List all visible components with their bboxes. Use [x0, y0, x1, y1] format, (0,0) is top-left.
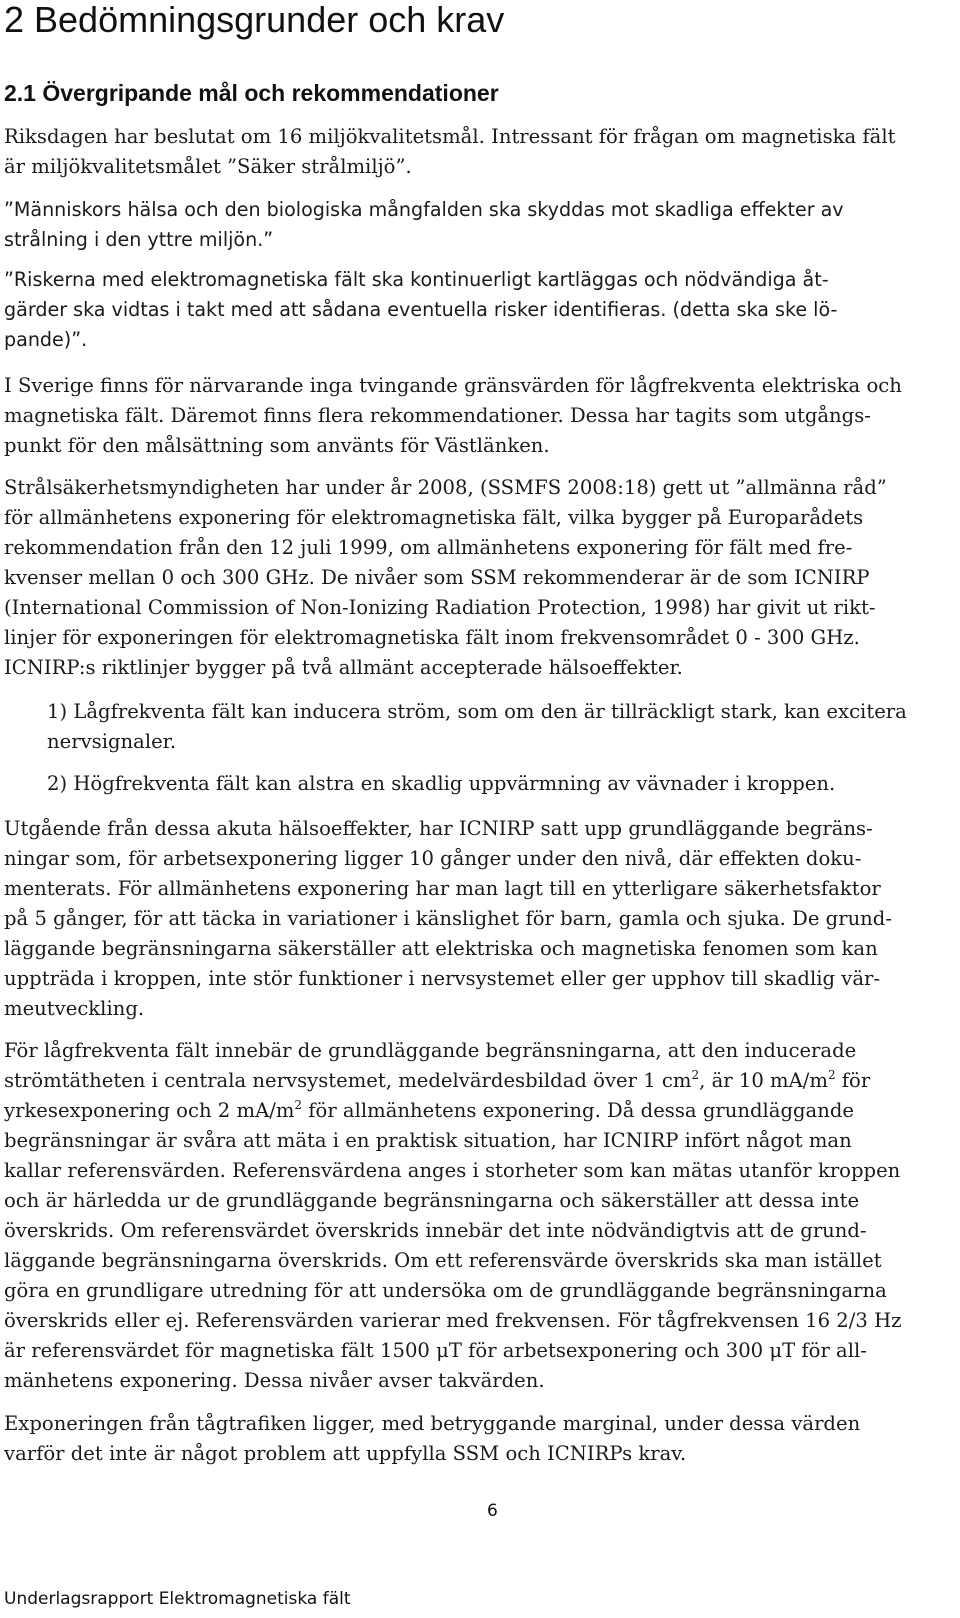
- text-segment: strömtätheten i centrala nervsystemet, medelvärdesbildad över 1 cm: [4, 1069, 692, 1092]
- text-line: 1) Lågfrekventa fält kan inducera ström, som om den är tillräckligt stark, kan excitera: [47, 700, 907, 723]
- text-line: är referensvärdet för magnetiska fält 1500 μT för arbetsexponering och 300 μT för all-: [4, 1339, 867, 1362]
- text-line: ningar som, för arbetsexponering ligger 10 gånger under den nivå, där effekten doku-: [4, 847, 862, 870]
- text-line: Strålsäkerhetsmyndigheten har under år 2008, (SSMFS 2008:18) gett ut ”allmänna råd”: [4, 476, 887, 499]
- text-line: ICNIRP:s riktlinjer bygger på två allmänt accepterade hälsoeffekter.: [4, 656, 683, 679]
- text-segment: , är 10 mA/m: [699, 1069, 828, 1092]
- text-line: uppträda i kroppen, inte stör funktioner i nervsystemet eller ger upphov till skadlig vär-: [4, 967, 881, 990]
- text-line: [4, 1096, 934, 1126]
- text-line: För lågfrekventa fält innebär de grundläggande begränsningarna, att den inducerade: [4, 1039, 857, 1062]
- text-line: överskrids. Om referensvärdet överskrids innebär det inte nödvändigtvis att de grund-: [4, 1219, 867, 1242]
- text-line: för allmänhetens exponering för elektromagnetiska fält, vilka bygger på Europarådets: [4, 506, 864, 529]
- text-line: strålning i den yttre miljön.”: [4, 228, 274, 251]
- list-item-lagfrekventa: [47, 697, 934, 757]
- text-line: kvenser mellan 0 och 300 GHz. De nivåer som SSM rekommenderar är de som ICNIRP: [4, 566, 870, 589]
- text-segment: för: [835, 1069, 871, 1092]
- text-line: läggande begränsningarna överskrids. Om ett referensvärde överskrids ska man istället: [4, 1249, 882, 1272]
- quote-paragraph-halsa: [4, 195, 934, 255]
- text-line: Exponeringen från tågtrafiken ligger, med betryggande marginal, under dessa värden: [4, 1412, 861, 1435]
- text-line: (International Commission of Non-Ionizing Radiation Protection, 1998) har givit ut rikt-: [4, 596, 876, 619]
- superscript: 2: [691, 1068, 700, 1082]
- text-line: Utgående från dessa akuta hälsoeffekter, har ICNIRP satt upp grundläggande begräns-: [4, 817, 873, 840]
- superscript: 2: [827, 1068, 836, 1082]
- text-line: rekommendation från den 12 juli 1999, om allmänhetens exponering för fält med fre-: [4, 536, 853, 559]
- text-line: varför det inte är något problem att uppfylla SSM och ICNIRPs krav.: [4, 1442, 687, 1465]
- quote-paragraph-risker: [4, 265, 934, 355]
- section-heading: 2 Bedömningsgrunder och krav: [4, 0, 505, 40]
- text-line: magnetiska fält. Däremot finns flera rekommendationer. Dessa har tagits som utgångs-: [4, 404, 871, 427]
- page-number: 6: [487, 1501, 498, 1521]
- text-line: ”Riskerna med elektromagnetiska fält ska kontinuerligt kartläggas och nödvändiga åt-: [4, 268, 829, 291]
- text-line: meutveckling.: [4, 997, 145, 1020]
- text-line: kallar referensvärden. Referensvärdena anges i storheter som kan mätas utanför kroppen: [4, 1159, 901, 1182]
- text-line: linjer för exponeringen för elektromagnetiska fält inom frekvensområdet 0 - 300 GHz.: [4, 626, 860, 649]
- list-item-hogfrekventa: [47, 769, 934, 799]
- text-line: menterats. För allmänhetens exponering har man lagt till en ytterligare säkerhetsfaktor: [4, 877, 881, 900]
- text-line: är miljökvalitetsmålet ”Säker strålmiljö”.: [4, 155, 412, 178]
- text-line: överskrids eller ej. Referensvärden varierar med frekvensen. För tågfrekvensen 16 2/3 Hz: [4, 1309, 902, 1332]
- text-line: ”Människors hälsa och den biologiska mångfalden ska skyddas mot skadliga effekter av: [4, 198, 844, 221]
- text-line: punkt för den målsättning som använts för Västlänken.: [4, 434, 550, 457]
- paragraph-halsoeffekter: [4, 814, 934, 1024]
- footer-title: Underlagsrapport Elektromagnetiska fält: [4, 1589, 351, 1609]
- text-line: begränsningar är svåra att mäta i en praktisk situation, har ICNIRP infört något man: [4, 1129, 852, 1152]
- text-line: Riksdagen har beslutat om 16 miljökvalitetsmål. Intressant för frågan om magnetiska fält: [4, 125, 896, 148]
- superscript: 2: [294, 1098, 303, 1112]
- subsection-heading: 2.1 Övergripande mål och rekommendationer: [4, 80, 499, 106]
- text-line: pande)”.: [4, 328, 88, 351]
- paragraph-gransvarden: [4, 371, 934, 461]
- text-segment: för allmänhetens exponering. Då dessa grundläggande: [302, 1099, 854, 1122]
- text-line: göra en grundligare utredning för att undersöka om de grundläggande begränsningarna: [4, 1279, 887, 1302]
- paragraph-slutsats: [4, 1409, 934, 1469]
- text-line: mänhetens exponering. Dessa nivåer avser takvärden.: [4, 1369, 545, 1392]
- text-line: [4, 1066, 934, 1096]
- text-line: gärder ska vidtas i takt med att sådana eventuella risker identifieras. (detta ska ske lö-: [4, 298, 838, 321]
- text-line: läggande begränsningarna säkerställer att elektriska och magnetiska fenomen som kan: [4, 937, 878, 960]
- text-line: 2) Högfrekventa fält kan alstra en skadlig uppvärmning av vävnader i kroppen.: [47, 772, 836, 795]
- text-line: och är härledda ur de grundläggande begränsningarna och säkerställer att dessa inte: [4, 1189, 860, 1212]
- text-segment: yrkesexponering och 2 mA/m: [4, 1099, 295, 1122]
- paragraph-miljokvalitetsmal: [4, 122, 934, 182]
- text-line: på 5 gånger, för att täcka in variationer i känslighet för barn, gamla och sjuka. De grund-: [4, 907, 892, 930]
- text-line: I Sverige finns för närvarande inga tvingande gränsvärden för lågfrekventa elektriska och: [4, 374, 902, 397]
- text-line: nervsignaler.: [47, 730, 177, 753]
- paragraph-ssm: [4, 473, 934, 683]
- paragraph-referensvarden: [4, 1036, 934, 1396]
